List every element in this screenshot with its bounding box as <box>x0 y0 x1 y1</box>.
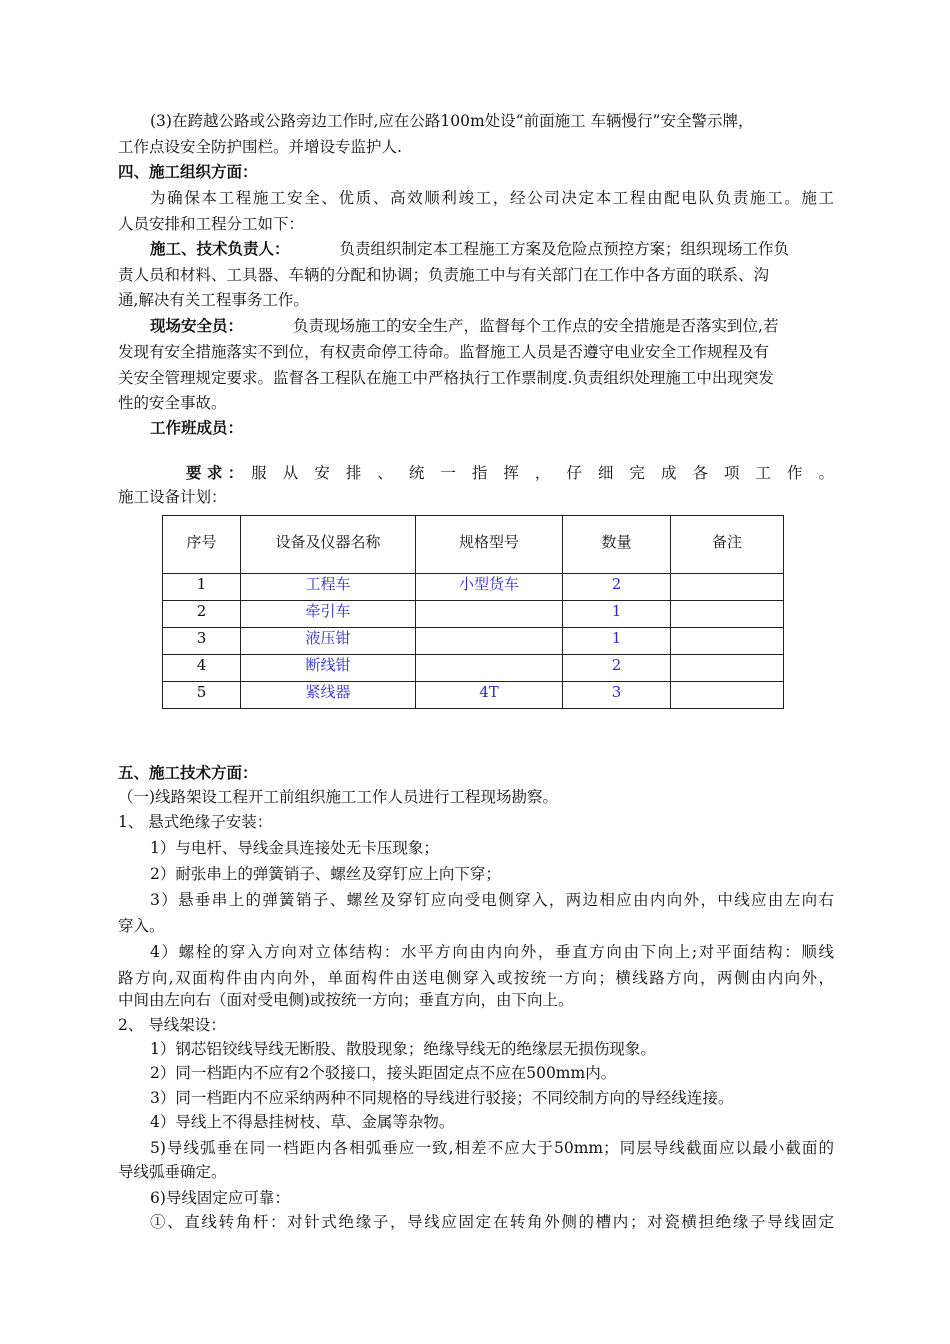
paragraph-line: （一)线路架设工程开工前组织施工工作人员进行工程现场勘察。 <box>118 788 559 806</box>
paragraph-line: 为确保本工程施工安全、优质、高效顺利竣工，经公司决定本工程由配电队负责施工。施工 <box>150 189 834 207</box>
paragraph-line: 关安全管理规定要求。监督各工程队在施工中严格执行工作票制度.负责组织处理施工中出现突发 <box>118 369 774 387</box>
cell-quantity: 2 <box>563 574 671 601</box>
list-item: 6)导线固定应可靠： <box>150 1189 290 1207</box>
cell-index: 2 <box>163 601 241 628</box>
cell-quantity: 2 <box>563 655 671 682</box>
list-item: 5)导线弧垂在同一档距内各相弧垂应一致,相差不应大于50mm；同层导线截面应以最小截面的 <box>150 1139 834 1157</box>
section-heading-4: 四、施工组织方面： <box>118 163 258 181</box>
table-row <box>163 655 784 682</box>
table-row <box>163 628 784 655</box>
cell-name: 液压钳 <box>241 628 416 655</box>
role-desc: 负责现场施工的安全生产，监督每个工作点的安全措施是否落实到位,若 <box>293 317 779 335</box>
header-quantity: 数量 <box>563 516 671 574</box>
list-item: 4）导线上不得悬挂树枝、草、金属等杂物。 <box>150 1113 455 1131</box>
equipment-table <box>162 515 784 709</box>
paragraph-line: 责人员和材料、工具器、车辆的分配和协调；负责施工中与有关部门在工作中各方面的联系、沟 <box>118 266 770 284</box>
cell-remarks <box>671 655 784 682</box>
section-heading-5: 五、施工技术方面： <box>118 764 258 782</box>
paragraph-line: 发现有安全措施落实不到位，有权责命停工待命。监督施工人员是否遵守电业安全工作规程及有 <box>118 343 770 361</box>
list-item: ①、直线转角杆：对针式绝缘子，导线应固定在转角外侧的槽内；对瓷横担绝缘子导线固定 <box>150 1213 834 1231</box>
paragraph-line: 通,解决有关工程事务工作。 <box>118 291 309 309</box>
role-crew: 工作班成员： <box>150 419 244 437</box>
role-safety-officer <box>150 316 834 336</box>
list-heading: 1、 悬式绝缘子安装： <box>118 813 273 831</box>
list-item: 2）同一档距内不应有2个驳接口，接头距固定点不应在500mm内。 <box>150 1064 617 1082</box>
list-item: 1）与电杆、导线金具连接处无卡压现象； <box>150 839 439 857</box>
cell-quantity: 3 <box>563 682 671 709</box>
table-row <box>163 682 784 709</box>
requirement-line <box>186 463 834 483</box>
paragraph-line: 导线弧垂确定。 <box>118 1163 227 1181</box>
role-tech-lead <box>150 239 834 259</box>
cell-remarks <box>671 682 784 709</box>
cell-index: 4 <box>163 655 241 682</box>
list-heading: 2、 导线架设： <box>118 1016 226 1034</box>
paragraph-line: 性的安全事故。 <box>118 394 227 412</box>
cell-name: 断线钳 <box>241 655 416 682</box>
list-item: 3）悬垂串上的弹簧销子、螺丝及穿钉应向受电侧穿入，两边相应由内向外，中线应由左向右 <box>150 891 834 909</box>
role-label: 施工、技术负责人： <box>150 240 290 258</box>
paragraph-line: 穿入。 <box>118 917 165 935</box>
header-index: 序号 <box>163 516 241 574</box>
cell-quantity: 1 <box>563 601 671 628</box>
cell-spec <box>416 628 563 655</box>
role-desc: 负责组织制定本工程施工方案及危险点预控方案；组织现场工作负 <box>339 240 790 258</box>
cell-remarks <box>671 574 784 601</box>
header-remarks: 备注 <box>671 516 784 574</box>
cell-name: 紧线器 <box>241 682 416 709</box>
cell-spec: 小型货车 <box>416 574 563 601</box>
cell-remarks <box>671 628 784 655</box>
header-name: 设备及仪器名称 <box>241 516 416 574</box>
cell-name: 工程车 <box>241 574 416 601</box>
requirement-text: 服 从 安 排 、 统 一 指 挥 ， 仔 细 完 成 各 项 工 作 。 <box>251 464 835 482</box>
paragraph-line: 人员安排和工程分工如下： <box>118 215 305 233</box>
list-item: 4）螺栓的穿入方向对立体结构：水平方向由内向外，垂直方向由下向上;对平面结构：顺线 <box>150 943 834 961</box>
cell-remarks <box>671 601 784 628</box>
cell-spec <box>416 601 563 628</box>
table-header-row <box>163 516 784 574</box>
paragraph-line: 中间由左向右（面对受电侧)或按统一方向；垂直方向，由下向上。 <box>118 991 574 1009</box>
table-row <box>163 574 784 601</box>
cell-index: 5 <box>163 682 241 709</box>
cell-index: 1 <box>163 574 241 601</box>
cell-quantity: 1 <box>563 628 671 655</box>
list-item: 2）耐张串上的弹簧销子、螺丝及穿钉应上向下穿； <box>150 865 501 883</box>
equipment-plan-title: 施工设备计划： <box>118 488 227 506</box>
paragraph-line: 工作点设安全防护围栏。并增设专监护人. <box>118 138 402 156</box>
header-spec: 规格型号 <box>416 516 563 574</box>
cell-name: 牵引车 <box>241 601 416 628</box>
role-label: 现场安全员： <box>150 317 244 335</box>
list-item: 1）钢芯铝铰线导线无断股、散股现象；绝缘导线无的绝缘层无损伤现象。 <box>150 1040 656 1058</box>
requirement-label: 要 求 ： <box>186 464 244 482</box>
paragraph-line: (3)在跨越公路或公路旁边工作时,应在公路100m处设“前面施工 车辆慢行”安全警示牌， <box>150 112 754 130</box>
table-row <box>163 601 784 628</box>
cell-index: 3 <box>163 628 241 655</box>
paragraph-line: 路方向,双面构件由内向外，单面构件由送电侧穿入或按统一方向；横线路方向，两侧由内向外， <box>118 969 834 987</box>
cell-spec: 4T <box>416 682 563 709</box>
list-item: 3）同一档距内不应采纳两种不同规格的导线进行驳接；不同绞制方向的导经线连接。 <box>150 1089 734 1107</box>
cell-spec <box>416 655 563 682</box>
